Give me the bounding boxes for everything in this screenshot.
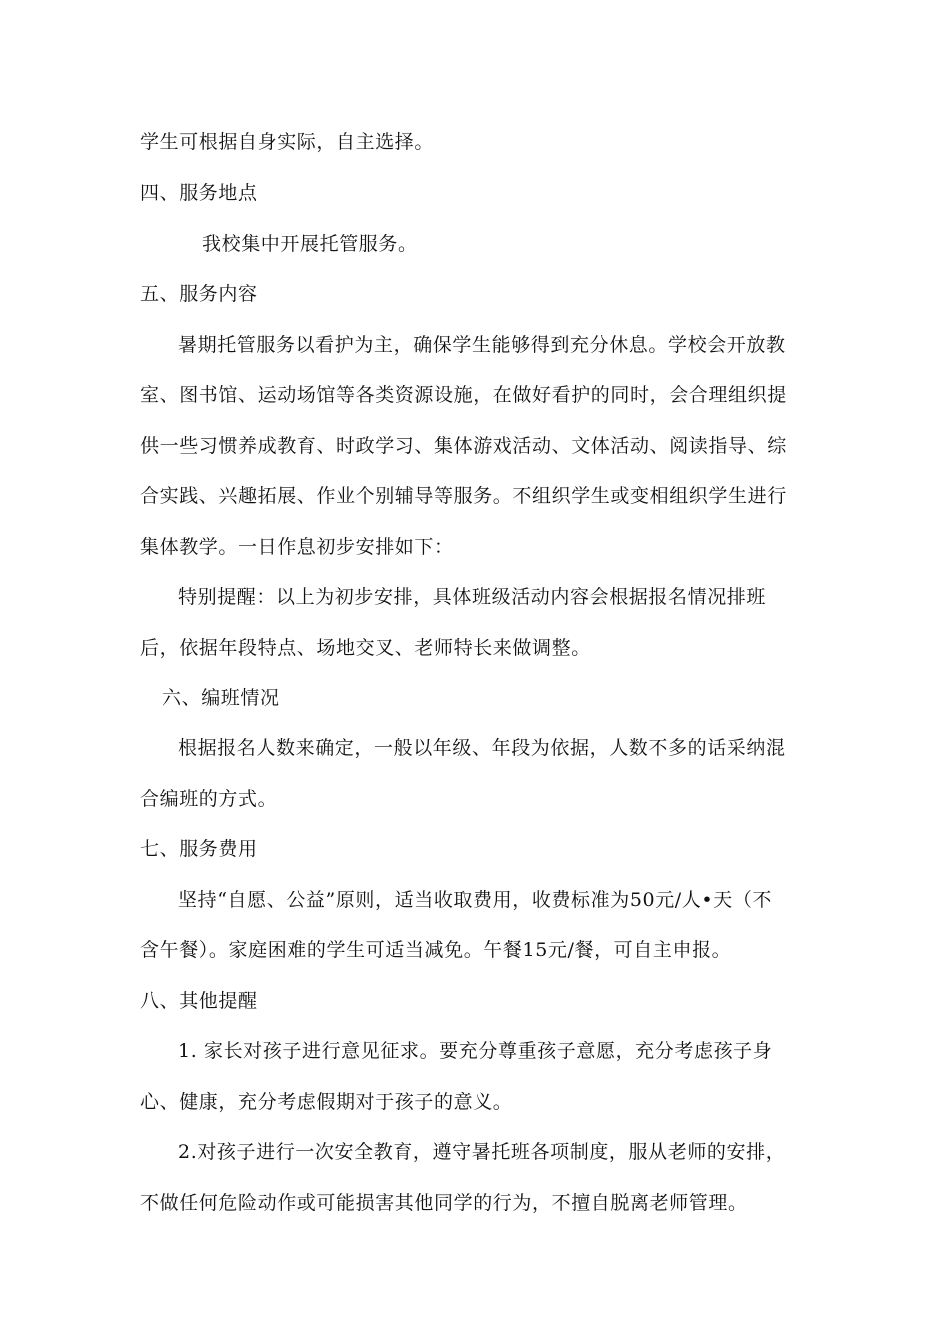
section-heading-service-content: 五、服务内容: [140, 283, 258, 305]
paragraph-line: 含午餐）。家庭困难的学生可适当减免。午餐15元/餐，可自主申报。: [140, 939, 732, 961]
paragraph-line: 学生可根据自身实际，自主选择。: [140, 131, 435, 153]
paragraph-line: 集体教学。一日作息初步安排如下：: [140, 536, 454, 558]
list-item-2-line: 2.对孩子进行一次安全教育，遵守暑托班各项制度，服从老师的安排，: [178, 1141, 786, 1163]
section-heading-service-fees: 七、服务费用: [140, 838, 258, 860]
paragraph-line: 供一些习惯养成教育、时政学习、集体游戏活动、文体活动、阅读指导、综: [140, 435, 787, 457]
section-heading-class-arrangement: 六、编班情况: [162, 687, 280, 709]
list-item-1-line: 1. 家长对孩子进行意见征求。要充分尊重孩子意愿，充分考虑孩子身: [178, 1040, 773, 1062]
paragraph-line: 根据报名人数来确定，一般以年级、年段为依据，人数不多的话采纳混: [178, 737, 786, 759]
paragraph-line: 暑期托管服务以看护为主，确保学生能够得到充分休息。学校会开放教: [178, 334, 786, 356]
list-item-2-line: 不做任何危险动作或可能损害其他同学的行为，不擅自脱离老师管理。: [140, 1192, 748, 1214]
section-heading-other-reminders: 八、其他提醒: [140, 990, 258, 1012]
paragraph-line: 坚持“自愿、公益”原则，适当收取费用，收费标准为50元/人•天（不: [178, 889, 773, 911]
list-item-1-line: 心、健康，充分考虑假期对于孩子的意义。: [140, 1091, 513, 1113]
paragraph-line: 室、图书馆、运动场馆等各类资源设施，在做好看护的同时，会合理组织提: [140, 384, 787, 406]
paragraph-line: 合实践、兴趣拓展、作业个别辅导等服务。不组织学生或变相组织学生进行: [140, 485, 787, 507]
paragraph-line: 特别提醒：以上为初步安排，具体班级活动内容会根据报名情况排班: [178, 586, 767, 608]
paragraph-line: 合编班的方式。: [140, 788, 278, 810]
section-heading-service-location: 四、服务地点: [140, 182, 258, 204]
paragraph-line: 我校集中开展托管服务。: [202, 233, 418, 255]
paragraph-line: 后，依据年段特点、场地交叉、老师特长来做调整。: [140, 637, 591, 659]
